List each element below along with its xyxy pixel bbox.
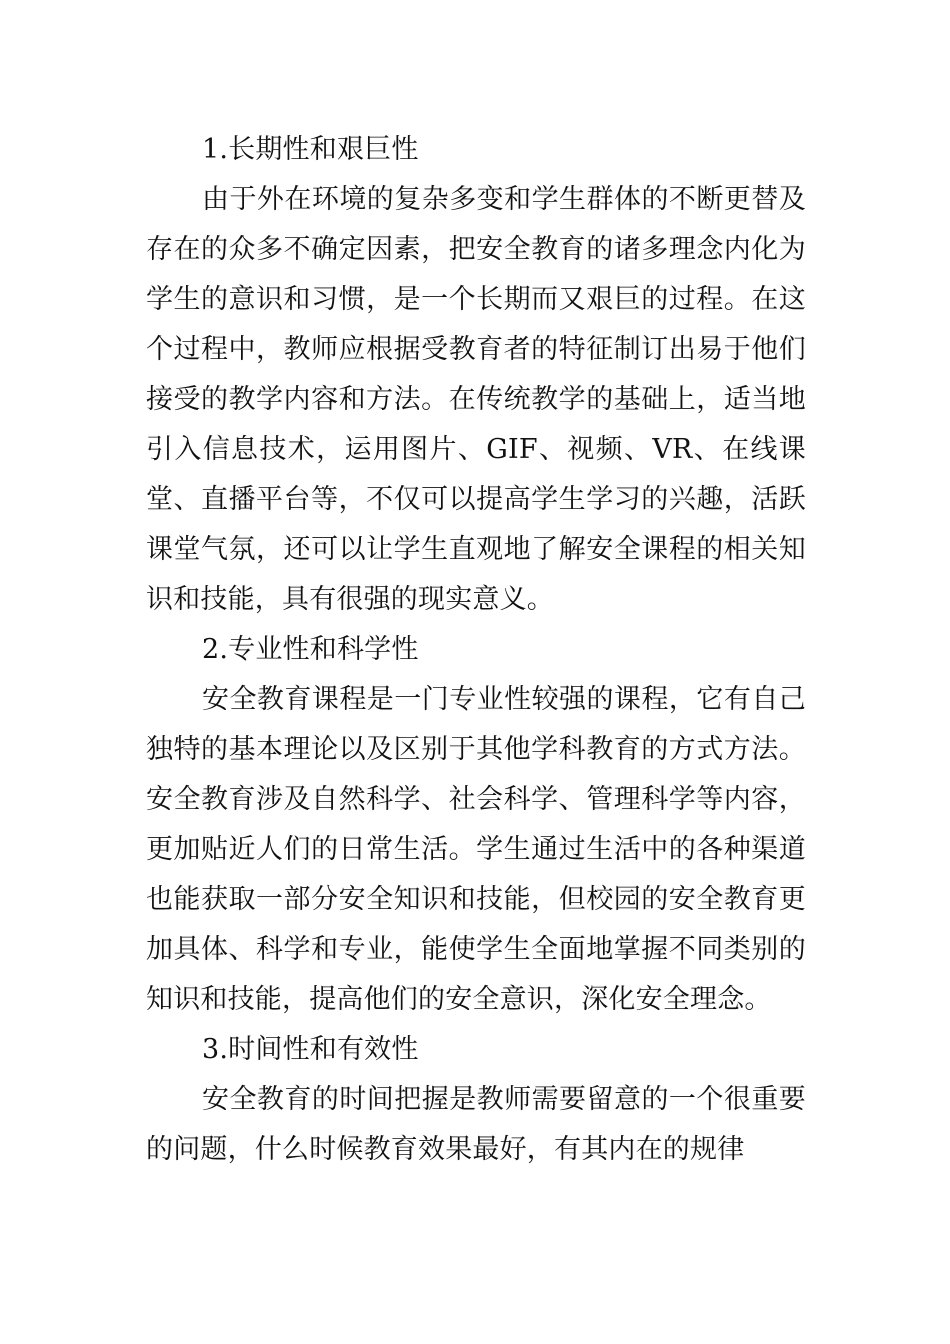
section-heading-3: 3.时间性和有效性 — [202, 1034, 419, 1065]
section-paragraph-3: 安全教育的时间把握是教师需要留意的一个很重要的问题，什么时候教育效果最好，有其内在的规律 — [146, 1084, 806, 1165]
section-paragraph-1: 由于外在环境的复杂多变和学生群体的不断更替及存在的众多不确定因素，把安全教育的诸多理念内化为学生的意识和习惯，是一个长期而又艰巨的过程。在这个过程中，教师应根据受教育者的特征制订出易于他们接受的教学内容和方法。在传统教学的基础上，适当地引入信息技术，运用图片、GIF、视频、VR、在线课堂、直播平台等，不仅可以提高学生学习的兴趣，活跃课堂气氛，还可以让学生直观地了解安全课程的相关知识和技能，具有很强的现实意义。 — [146, 184, 806, 615]
document-body — [146, 125, 806, 1175]
section-paragraph-2: 安全教育课程是一门专业性较强的课程，它有自己独特的基本理论以及区别于其他学科教育的方式方法。安全教育涉及自然科学、社会科学、管理科学等内容，更加贴近人们的日常生活。学生通过生活中的各种渠道也能获取一部分安全知识和技能，但校园的安全教育更加具体、科学和专业，能使学生全面地掌握不同类别的知识和技能，提高他们的安全意识，深化安全理念。 — [146, 684, 806, 1015]
section-heading-1: 1.长期性和艰巨性 — [202, 134, 419, 165]
section-heading-2: 2.专业性和科学性 — [202, 634, 419, 665]
